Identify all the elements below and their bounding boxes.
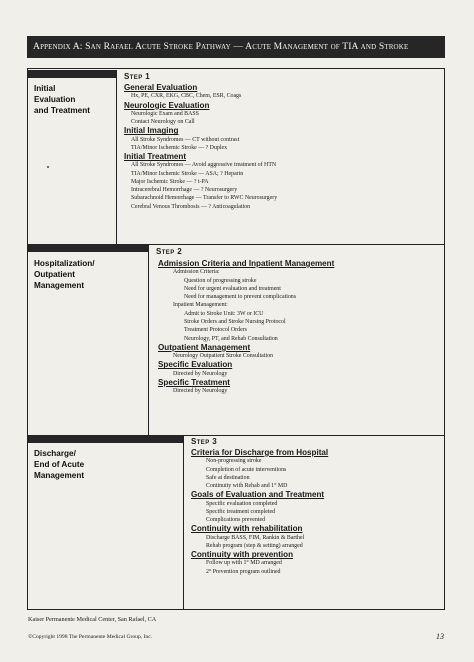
step-1-label: Step 1 — [124, 72, 151, 81]
list-item: Inpatient Management: — [173, 302, 228, 309]
section-heading: Continuity with prevention — [191, 550, 294, 560]
section-heading: Goals of Evaluation and Treatment — [191, 490, 325, 500]
list-item: Admission Criteria: — [173, 269, 220, 276]
step3-header-band — [28, 435, 183, 443]
phase-discharge: Discharge/ End of Acute Management — [34, 449, 85, 480]
step2-header-band — [28, 244, 148, 252]
stray-mark — [47, 166, 49, 168]
list-item: Continuity with Rehab and 1° MD — [206, 483, 288, 490]
list-item: Question of progressing stroke — [184, 277, 257, 284]
list-item: Cerebral Venous Thrombosis — ? Anticoagulation — [131, 203, 251, 210]
section-heading: Initial Treatment — [124, 152, 187, 162]
list-item: Safe at destination — [206, 474, 250, 481]
list-item: Follow up with 1° MD arranged — [206, 560, 282, 567]
list-item: Rehab program (step & setting) arranged — [206, 542, 303, 549]
phase-initial-evaluation: Initial Evaluation and Treatment — [34, 84, 90, 115]
list-item: Contact Neurology on Call — [131, 119, 195, 125]
phase-hospitalization: Hospitalization/ Outpatient Management — [34, 259, 95, 290]
step1-header-band — [28, 70, 116, 78]
step1-content — [124, 83, 277, 211]
list-item: All Stroke Syndromes — CT without contrast — [131, 136, 240, 143]
list-item: Neurologic Exam and BASS — [131, 110, 199, 117]
list-item: Admit to Stroke Unit: 3W or ICU — [184, 310, 264, 317]
step2-top-rule — [148, 244, 445, 245]
page-number: 13 — [436, 632, 444, 641]
step2-content — [158, 259, 334, 395]
list-item: TIA/Minor Ischemic Stroke — ASA; ? Heparin — [131, 170, 244, 177]
list-item: Neurology, PT, and Rehab Consultation — [184, 335, 278, 342]
list-item: Complications prevented — [206, 517, 266, 524]
list-item: Specific treatment completed — [206, 508, 276, 515]
list-item: Stroke Orders and Stroke Nursing Protocol — [184, 318, 286, 325]
footer-copyright: ©Copyright 1998 The Permanente Medical Group, Inc. — [28, 634, 153, 640]
list-item: Discharge BASS, FIM, Rankin & Barthel — [206, 534, 305, 541]
appendix-title: Appendix A: San Rafael Acute Stroke Pathway — Acute Management of TIA and Stroke — [27, 36, 445, 58]
list-item: Major Ischemic Stroke — ? t-PA — [131, 178, 209, 185]
step3-content — [191, 448, 328, 576]
section-heading: Continuity with rehabilitation — [191, 524, 303, 534]
section-heading: Initial Imaging — [124, 126, 179, 136]
list-item: Completion of acute interventions — [206, 466, 287, 473]
list-item: Treatment Protocol Orders — [184, 327, 247, 334]
section-heading: Outpatient Management — [158, 342, 251, 352]
step3-top-rule — [183, 435, 445, 436]
section-heading: Criteria for Discharge from Hospital — [191, 448, 329, 457]
list-item: Hx, PE, CXR, EKG, CBC, Chem, ESR, Coags — [131, 93, 242, 100]
list-item: Intracerebral Hemorrhage — ? Neurosurgery — [131, 187, 238, 194]
list-item: Directed by Neurology — [173, 388, 228, 395]
list-item: Non-progressing stroke — [206, 458, 262, 465]
list-item: TIA/Minor Ischemic Stroke — ? Duplex — [131, 144, 228, 151]
list-item: 2° Prevention program outlined — [206, 568, 281, 575]
section-heading: Neurologic Evaluation — [124, 100, 210, 110]
step2-column-divider — [148, 244, 149, 436]
section-heading: Admission Criteria and Inpatient Management — [158, 259, 335, 268]
section-heading: Specific Evaluation — [158, 360, 233, 370]
list-item: Neurology Outpatient Stroke Consultation — [173, 353, 273, 360]
list-item: Need for management to prevent complications — [184, 294, 297, 301]
list-item: Directed by Neurology — [173, 370, 228, 377]
list-item: Subarachnoid Hemorrhage — Transfer to RWC Neurosurgery — [131, 195, 278, 202]
step1-column-divider — [116, 70, 117, 245]
step3-column-divider — [183, 435, 184, 609]
step-2-label: Step 2 — [156, 247, 183, 256]
section-heading: General Evaluation — [124, 83, 198, 92]
list-item: Specific evaluation completed — [206, 500, 278, 507]
step-3-label: Step 3 — [191, 437, 218, 446]
list-item: All Stroke Syndromes — Avoid aggressive treatment of HTN — [131, 162, 277, 169]
section-heading: Specific Treatment — [158, 377, 230, 387]
footer-organization: Kaiser Permanente Medical Center, San Rafael, CA — [28, 616, 157, 623]
list-item: Need for urgent evaluation and treatment — [184, 285, 281, 292]
